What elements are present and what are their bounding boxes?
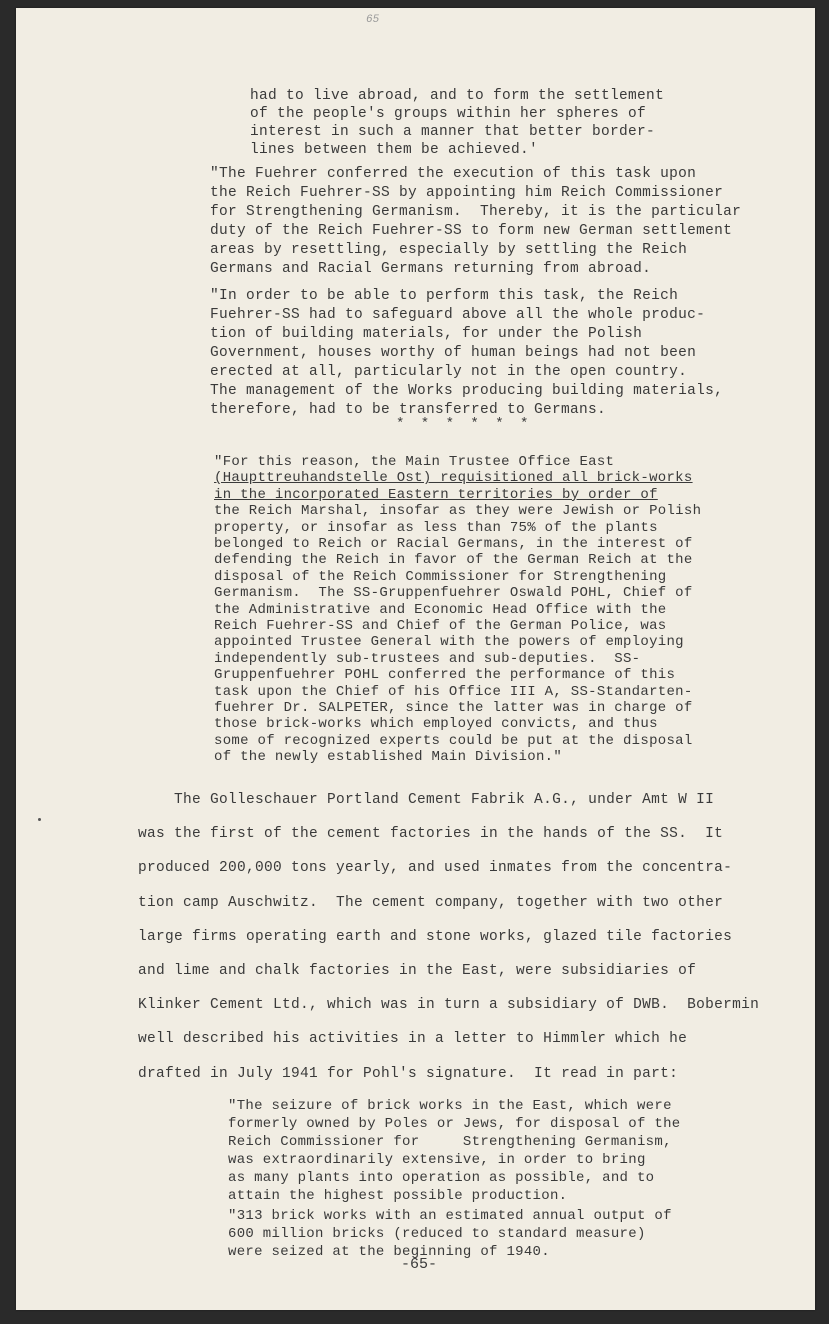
text-line: tion camp Auschwitz. The cement company, together with two other (138, 894, 724, 911)
text-line: of the newly established Main Division." (214, 749, 563, 766)
text-line: interest in such a manner that better border- (250, 124, 656, 140)
text-line: The Golleschauer Portland Cement Fabrik A.G., under Amt W II (138, 792, 715, 808)
page-number: -65- (401, 1256, 438, 1273)
text-line: the Administrative and Economic Head Office with the (214, 601, 667, 618)
text-line: those brick-works which employed convicts, and thus (214, 716, 658, 733)
text-line: 600 million bricks (reduced to standard measure) (228, 1226, 646, 1242)
text-line: property, or insofar as less than 75% of the plants (214, 519, 658, 536)
text-line: formerly owned by Poles or Jews, for disposal of the (228, 1116, 681, 1132)
text-line: of the people's groups within her spheres of (250, 106, 647, 122)
text-line: drafted in July 1941 for Pohl's signature. It read in part: (138, 1065, 679, 1082)
text-line: disposal of the Reich Commissioner for Strengthening (214, 568, 667, 585)
text-line: produced 200,000 tons yearly, and used inmates from the concentra- (138, 860, 733, 877)
text-line: the Reich Fuehrer-SS by appointing him Reich Commissioner (210, 185, 724, 201)
text-line: as many plants into operation as possible, and to (228, 1170, 655, 1186)
text-line: Germans and Racial Germans returning from abroad. (210, 261, 652, 277)
text-line: areas by resettling, especially by settling the Reich (210, 242, 688, 258)
text-line: task upon the Chief of his Office III A, SS-Standarten- (214, 683, 693, 700)
text-line: defending the Reich in favor of the German Reich at the (214, 552, 693, 569)
text-line: large firms operating earth and stone works, glazed tile factories (138, 928, 733, 945)
text-line: Germanism. The SS-Gruppenfuehrer Oswald POHL, Chief of (214, 585, 693, 602)
text-line: "For this reason, the Main Trustee Office East (214, 454, 615, 470)
text-line: attain the highest possible production. (228, 1188, 568, 1204)
text-line: independently sub-trustees and sub-deputies. SS- (214, 650, 641, 667)
margin-mark: 65 (366, 14, 380, 26)
text-line: belonged to Reich or Racial Germans, in the interest of (214, 536, 693, 552)
text-line: therefore, had to be transferred to Germans. (210, 402, 607, 418)
text-line: "The Fuehrer conferred the execution of this task upon (210, 166, 697, 182)
text-line: was the first of the cement factories in the hands of the SS. It (138, 826, 724, 843)
margin-dot (38, 818, 41, 821)
text-line: Reich Fuehrer-SS and Chief of the German Police, was (214, 618, 667, 634)
text-line: well described his activities in a letter to Himmler which he (138, 1031, 688, 1048)
text-line: The management of the Works producing building materials, (210, 383, 724, 399)
text-line: the Reich Marshal, insofar as they were Jewish or Polish (214, 503, 702, 520)
text-line: Government, houses worthy of human beings had not been (210, 345, 697, 361)
section-separator: * * * * * * (396, 416, 533, 432)
text-line: Reich Commissioner for Strengthening Germanism, (228, 1134, 672, 1150)
document-page (16, 8, 815, 1310)
text-line: for Strengthening Germanism. Thereby, it is the particular (210, 204, 742, 220)
text-line: "The seizure of brick works in the East, which were (228, 1098, 672, 1114)
text-line: were seized at the beginning of 1940. (228, 1244, 550, 1260)
text-line: Klinker Cement Ltd., which was in turn a subsidiary of DWB. Bobermin (138, 997, 760, 1014)
text-line: and lime and chalk factories in the East, were subsidiaries of (138, 963, 697, 979)
text-line: duty of the Reich Fuehrer-SS to form new German settlement (210, 223, 733, 239)
text-line: some of recognized experts could be put at the disposal (214, 732, 693, 749)
text-line: (Haupttreuhandstelle Ost) requisitioned all brick-works (214, 470, 693, 487)
text-line: "313 brick works with an estimated annual output of (228, 1208, 672, 1224)
text-line: "In order to be able to perform this task, the Reich (210, 288, 679, 304)
text-line: fuehrer Dr. SALPETER, since the latter was in charge of (214, 700, 693, 716)
text-line: Fuehrer-SS had to safeguard above all the whole produc- (210, 307, 706, 323)
text-line: Gruppenfuehrer POHL conferred the performance of this (214, 667, 676, 684)
text-line: had to live abroad, and to form the settlement (250, 88, 665, 104)
text-line: in the incorporated Eastern territories by order of (214, 486, 658, 503)
text-line: appointed Trustee General with the powers of employing (214, 634, 684, 651)
text-line: lines between them be achieved.' (250, 142, 539, 158)
text-line: tion of building materials, for under the Polish (210, 326, 643, 342)
text-line: erected at all, particularly not in the open country. (210, 364, 688, 380)
text-line: was extraordinarily extensive, in order to bring (228, 1152, 646, 1168)
